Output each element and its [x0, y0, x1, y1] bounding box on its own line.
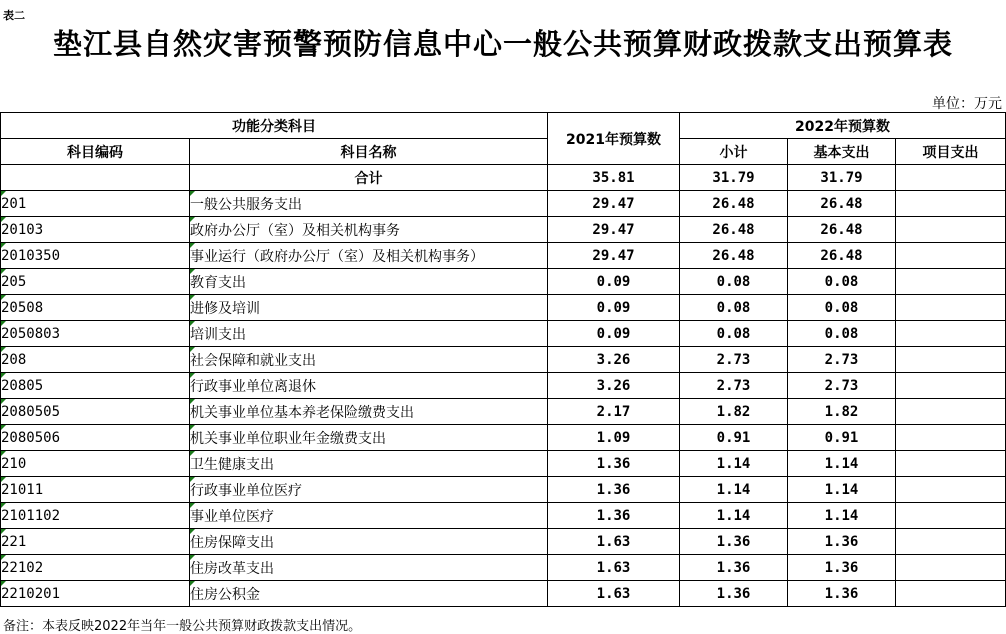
cell-marker-icon — [1, 425, 6, 430]
value-project-cell — [896, 451, 1006, 477]
name-cell: 机关事业单位职业年金缴费支出 — [190, 425, 548, 451]
code-cell: 221 — [1, 529, 190, 555]
value-project-cell — [896, 321, 1006, 347]
name-cell: 培训支出 — [190, 321, 548, 347]
header-2022: 2022年预算数 — [680, 113, 1006, 139]
value-2021-cell: 0.09 — [548, 321, 680, 347]
value-2021-cell: 29.47 — [548, 217, 680, 243]
value-basic-cell: 0.08 — [788, 295, 896, 321]
table-row — [1, 347, 1006, 373]
table-tag: 表二 — [3, 9, 25, 22]
name-cell: 一般公共服务支出 — [190, 191, 548, 217]
cell-marker-icon — [1, 269, 6, 274]
code-cell: 22102 — [1, 555, 190, 581]
value-basic-cell: 1.14 — [788, 503, 896, 529]
page-title: 垫江县自然灾害预警预防信息中心一般公共预算财政拨款支出预算表 — [52, 27, 953, 61]
value-basic-cell: 26.48 — [788, 191, 896, 217]
cell-marker-icon — [190, 373, 195, 378]
value-2021-cell: 1.36 — [548, 503, 680, 529]
value-basic-cell: 0.91 — [788, 425, 896, 451]
name-cell: 政府办公厅（室）及相关机构事务 — [190, 217, 548, 243]
cell-marker-icon — [1, 399, 6, 404]
code-cell: 2010350 — [1, 243, 190, 269]
value-project-cell — [896, 347, 1006, 373]
table-row — [1, 373, 1006, 399]
header-func-class: 功能分类科目 — [1, 113, 548, 139]
name-cell: 事业单位医疗 — [190, 503, 548, 529]
total-project — [896, 165, 1006, 191]
total-label: 合计 — [190, 165, 548, 191]
cell-marker-icon — [1, 347, 6, 352]
name-cell: 住房保障支出 — [190, 529, 548, 555]
value-project-cell — [896, 295, 1006, 321]
value-2021-cell: 2.17 — [548, 399, 680, 425]
cell-marker-icon — [190, 529, 195, 534]
value-project-cell — [896, 243, 1006, 269]
value-subtotal-cell: 26.48 — [680, 217, 788, 243]
code-cell: 205 — [1, 269, 190, 295]
value-subtotal-cell: 2.73 — [680, 373, 788, 399]
value-project-cell — [896, 503, 1006, 529]
table-row — [1, 243, 1006, 269]
value-2021-cell: 0.09 — [548, 295, 680, 321]
code-cell: 20103 — [1, 217, 190, 243]
header-name: 科目名称 — [190, 139, 548, 165]
value-2021-cell: 3.26 — [548, 373, 680, 399]
unit-label: 单位：万元 — [932, 96, 1002, 112]
value-project-cell — [896, 425, 1006, 451]
name-cell: 进修及培训 — [190, 295, 548, 321]
table-row — [1, 295, 1006, 321]
value-project-cell — [896, 191, 1006, 217]
value-subtotal-cell: 1.14 — [680, 451, 788, 477]
value-2021-cell: 3.26 — [548, 347, 680, 373]
code-cell: 2080506 — [1, 425, 190, 451]
code-cell: 208 — [1, 347, 190, 373]
value-basic-cell: 1.36 — [788, 581, 896, 607]
value-basic-cell: 1.14 — [788, 451, 896, 477]
value-project-cell — [896, 399, 1006, 425]
value-subtotal-cell: 2.73 — [680, 347, 788, 373]
value-2021-cell: 1.36 — [548, 451, 680, 477]
cell-marker-icon — [1, 529, 6, 534]
name-cell: 社会保障和就业支出 — [190, 347, 548, 373]
value-subtotal-cell: 1.14 — [680, 477, 788, 503]
value-project-cell — [896, 217, 1006, 243]
cell-marker-icon — [190, 347, 195, 352]
total-2021: 35.81 — [548, 165, 680, 191]
name-cell: 事业运行（政府办公厅（室）及相关机构事务） — [190, 243, 548, 269]
header-row-1 — [1, 113, 1006, 139]
cell-marker-icon — [190, 581, 195, 586]
code-cell: 210 — [1, 451, 190, 477]
name-cell: 卫生健康支出 — [190, 451, 548, 477]
value-basic-cell: 0.08 — [788, 321, 896, 347]
table-row — [1, 581, 1006, 607]
code-cell: 2210201 — [1, 581, 190, 607]
value-subtotal-cell: 26.48 — [680, 243, 788, 269]
cell-marker-icon — [1, 451, 6, 456]
cell-marker-icon — [1, 243, 6, 248]
budget-table — [0, 112, 1006, 607]
value-basic-cell: 1.36 — [788, 555, 896, 581]
value-subtotal-cell: 26.48 — [680, 191, 788, 217]
value-2021-cell: 29.47 — [548, 243, 680, 269]
value-subtotal-cell: 0.08 — [680, 321, 788, 347]
code-cell: 2101102 — [1, 503, 190, 529]
header-row-2 — [1, 139, 1006, 165]
total-subtotal: 31.79 — [680, 165, 788, 191]
value-project-cell — [896, 581, 1006, 607]
total-row — [1, 165, 1006, 191]
cell-marker-icon — [1, 217, 6, 222]
code-cell: 201 — [1, 191, 190, 217]
value-basic-cell: 1.82 — [788, 399, 896, 425]
name-cell: 住房公积金 — [190, 581, 548, 607]
value-project-cell — [896, 555, 1006, 581]
header-basic: 基本支出 — [788, 139, 896, 165]
value-basic-cell: 1.36 — [788, 529, 896, 555]
value-subtotal-cell: 1.36 — [680, 529, 788, 555]
value-2021-cell: 1.63 — [548, 529, 680, 555]
table-row — [1, 399, 1006, 425]
cell-marker-icon — [190, 269, 195, 274]
code-cell: 20508 — [1, 295, 190, 321]
value-2021-cell: 1.36 — [548, 477, 680, 503]
header-project: 项目支出 — [896, 139, 1006, 165]
header-subtotal: 小计 — [680, 139, 788, 165]
value-basic-cell: 26.48 — [788, 217, 896, 243]
footnote: 备注：本表反映2022年当年一般公共预算财政拨款支出情况。 — [3, 619, 362, 634]
cell-marker-icon — [1, 191, 6, 196]
value-2021-cell: 0.09 — [548, 269, 680, 295]
total-basic: 31.79 — [788, 165, 896, 191]
table-row — [1, 555, 1006, 581]
cell-marker-icon — [190, 243, 195, 248]
cell-marker-icon — [1, 321, 6, 326]
total-code-cell — [1, 165, 190, 191]
cell-marker-icon — [190, 425, 195, 430]
value-subtotal-cell: 1.14 — [680, 503, 788, 529]
header-2021: 2021年预算数 — [548, 113, 680, 165]
value-project-cell — [896, 373, 1006, 399]
value-basic-cell: 2.73 — [788, 373, 896, 399]
value-2021-cell: 1.09 — [548, 425, 680, 451]
name-cell: 机关事业单位基本养老保险缴费支出 — [190, 399, 548, 425]
cell-marker-icon — [190, 555, 195, 560]
value-basic-cell: 26.48 — [788, 243, 896, 269]
table-row — [1, 191, 1006, 217]
code-cell: 2080505 — [1, 399, 190, 425]
table-row — [1, 321, 1006, 347]
value-basic-cell: 0.08 — [788, 269, 896, 295]
code-cell: 2050803 — [1, 321, 190, 347]
value-basic-cell: 2.73 — [788, 347, 896, 373]
cell-marker-icon — [1, 477, 6, 482]
table-row — [1, 451, 1006, 477]
name-cell: 住房改革支出 — [190, 555, 548, 581]
cell-marker-icon — [1, 295, 6, 300]
value-project-cell — [896, 269, 1006, 295]
code-cell: 21011 — [1, 477, 190, 503]
table-row — [1, 503, 1006, 529]
cell-marker-icon — [190, 503, 195, 508]
cell-marker-icon — [190, 451, 195, 456]
name-cell: 行政事业单位医疗 — [190, 477, 548, 503]
cell-marker-icon — [1, 503, 6, 508]
cell-marker-icon — [190, 217, 195, 222]
value-project-cell — [896, 477, 1006, 503]
table-row — [1, 477, 1006, 503]
cell-marker-icon — [190, 191, 195, 196]
value-subtotal-cell: 1.36 — [680, 581, 788, 607]
name-cell: 教育支出 — [190, 269, 548, 295]
value-subtotal-cell: 1.36 — [680, 555, 788, 581]
value-basic-cell: 1.14 — [788, 477, 896, 503]
value-2021-cell: 1.63 — [548, 581, 680, 607]
table-row — [1, 217, 1006, 243]
cell-marker-icon — [1, 555, 6, 560]
value-subtotal-cell: 0.08 — [680, 295, 788, 321]
table-row — [1, 269, 1006, 295]
header-code: 科目编码 — [1, 139, 190, 165]
cell-marker-icon — [190, 477, 195, 482]
table-row — [1, 529, 1006, 555]
cell-marker-icon — [190, 321, 195, 326]
code-cell: 20805 — [1, 373, 190, 399]
cell-marker-icon — [1, 581, 6, 586]
table-row — [1, 425, 1006, 451]
value-subtotal-cell: 0.08 — [680, 269, 788, 295]
value-subtotal-cell: 0.91 — [680, 425, 788, 451]
name-cell: 行政事业单位离退休 — [190, 373, 548, 399]
value-subtotal-cell: 1.82 — [680, 399, 788, 425]
cell-marker-icon — [190, 295, 195, 300]
value-project-cell — [896, 529, 1006, 555]
value-2021-cell: 1.63 — [548, 555, 680, 581]
cell-marker-icon — [1, 373, 6, 378]
cell-marker-icon — [190, 399, 195, 404]
value-2021-cell: 29.47 — [548, 191, 680, 217]
